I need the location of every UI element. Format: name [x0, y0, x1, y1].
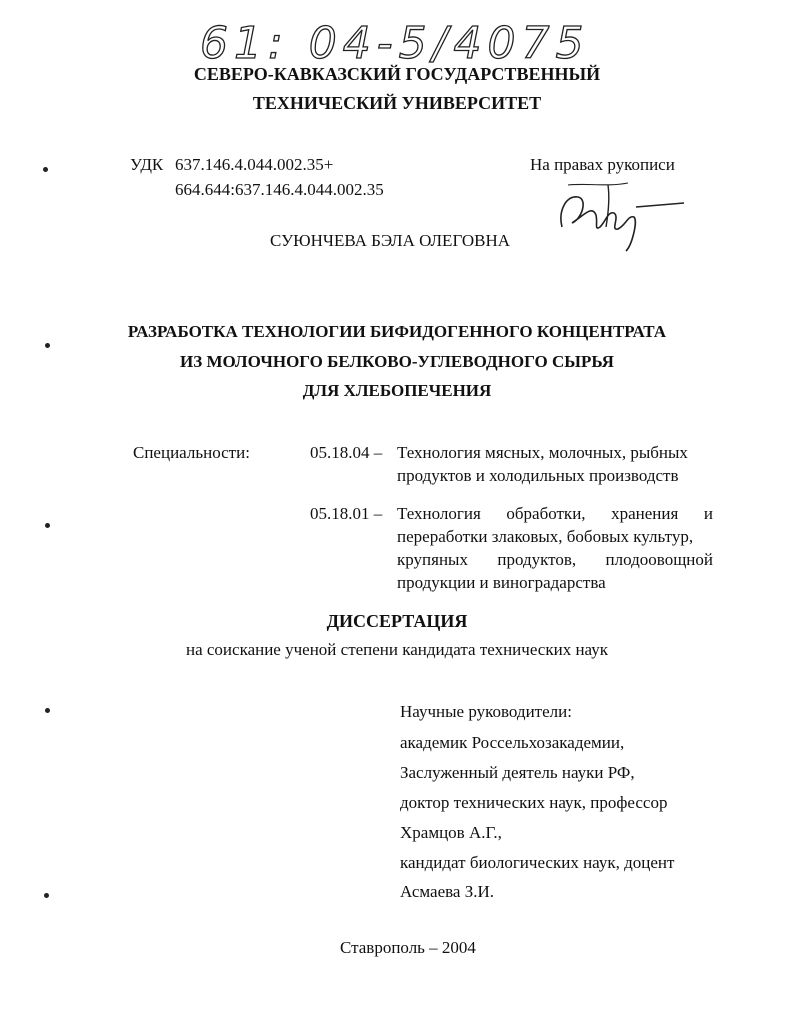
specialties-label: Специальности: — [133, 443, 250, 462]
specialty-2-code: 05.18.01 – — [310, 504, 383, 523]
supervisor-line: Заслуженный деятель науки РФ, — [400, 763, 635, 782]
city-year: Ставрополь – 2004 — [340, 938, 476, 957]
institution-line-2: ТЕХНИЧЕСКИЙ УНИВЕРСИТЕТ — [252, 93, 542, 113]
title-line-2: ИЗ МОЛОЧНОГО БЕЛКОВО-УГЛЕВОДНОГО СЫРЬЯ — [180, 352, 614, 371]
supervisors-heading: Научные руководители: — [400, 702, 572, 721]
punch-mark — [44, 893, 49, 898]
title-line-3: ДЛЯ ХЛЕБОПЕЧЕНИЯ — [302, 381, 492, 400]
specialty-2-line-4: продукции и виноградарства — [397, 573, 606, 592]
specialty-2-line-1: Технология обработки, хранения и — [397, 504, 713, 523]
udk-code-1: 637.146.4.044.002.35+ — [175, 155, 334, 174]
author-name: СУЮНЧЕВА БЭЛА ОЛЕГОВНА — [270, 231, 511, 250]
supervisor-line: кандидат биологических наук, доцент — [400, 853, 675, 872]
supervisor-line: Асмаева З.И. — [400, 882, 495, 901]
institution-line-1: СЕВЕРО-КАВКАЗСКИЙ ГОСУДАРСТВЕННЫЙ — [193, 64, 601, 84]
specialty-1-code: 05.18.04 – — [310, 443, 383, 462]
udk-code-2: 664.644:637.146.4.044.002.35 — [175, 180, 384, 199]
title-line-1: РАЗРАБОТКА ТЕХНОЛОГИИ БИФИДОГЕННОГО КОНЦЕНТРАТА — [127, 322, 667, 341]
specialty-1-line-2: продуктов и холодильных производств — [397, 466, 679, 485]
signature — [548, 175, 688, 255]
handwritten-archive-number — [196, 10, 590, 70]
punch-mark — [43, 167, 48, 172]
specialty-1-line-1: Технология мясных, молочных, рыбных — [397, 443, 688, 462]
punch-mark — [45, 523, 50, 528]
supervisor-line: академик Россельхозакадемии, — [400, 733, 625, 752]
udk-label: УДК — [130, 155, 164, 174]
archive-number-text: 61: 04-5/4075 — [200, 18, 590, 69]
document-type: ДИССЕРТАЦИЯ — [326, 611, 468, 631]
supervisor-line: Храмцов А.Г., — [400, 823, 502, 842]
specialty-2-line-3: крупяных продуктов, плодоовощной — [397, 550, 713, 569]
punch-mark — [45, 343, 50, 348]
punch-mark — [45, 708, 50, 713]
manuscript-rights: На правах рукописи — [530, 155, 675, 174]
supervisor-line: доктор технических наук, профессор — [400, 793, 668, 812]
degree-statement: на соискание ученой степени кандидата технических наук — [185, 640, 608, 659]
specialty-2-line-2: переработки злаковых, бобовых культур, — [397, 527, 694, 546]
